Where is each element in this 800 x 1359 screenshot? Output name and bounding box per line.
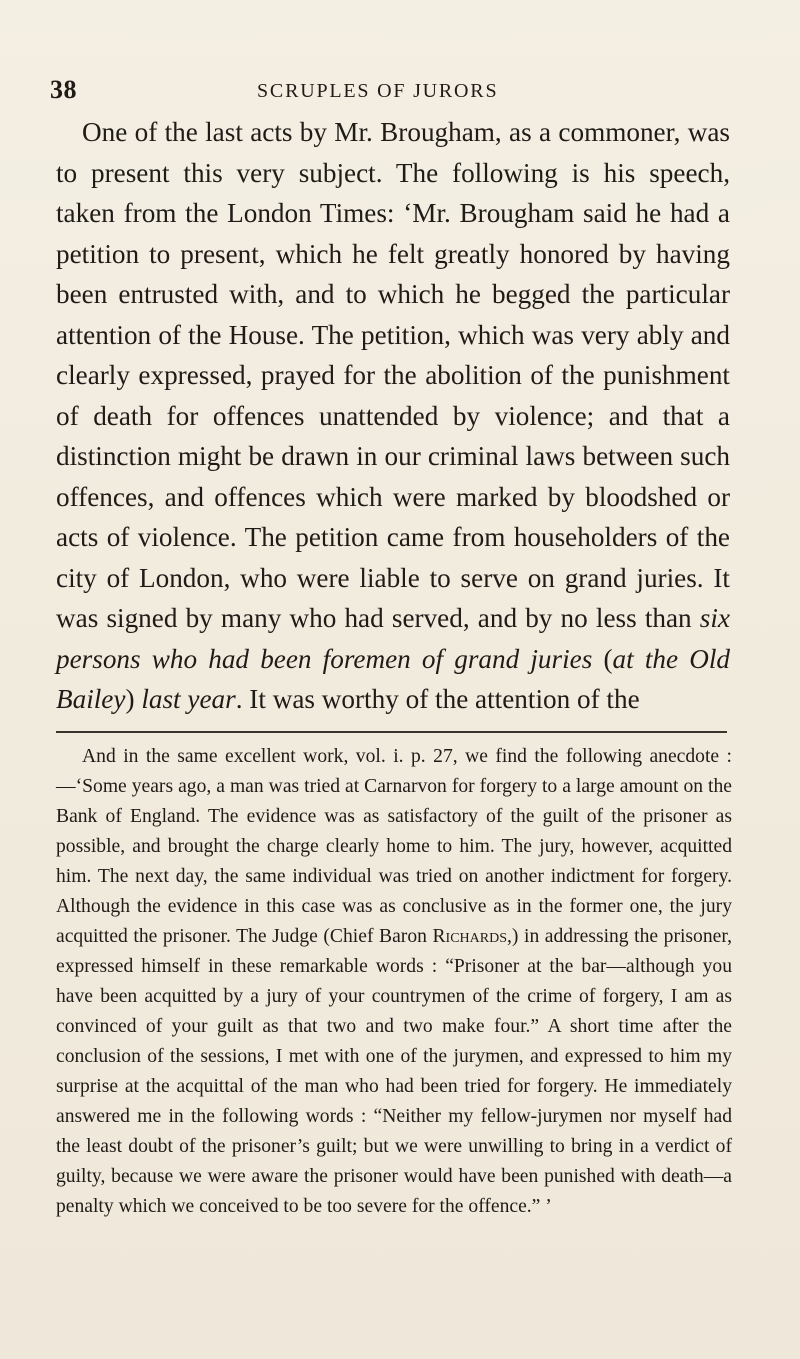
running-head: SCRUPLES OF JURORS xyxy=(257,80,499,102)
page-number: 38 xyxy=(50,75,77,104)
footnote-separator-rule xyxy=(56,731,727,733)
body-text-segment: ( xyxy=(592,643,613,674)
page-header xyxy=(50,75,750,107)
body-text-segment: ) xyxy=(125,684,142,714)
italic-phrase: at the Old Bailey xyxy=(56,643,731,714)
footnote-paragraph xyxy=(56,742,732,1222)
footnote-text-segment: And in the same excellent work, vol. i. p. 27, we find the following anecdote :—‘Some years ago, a man was tried at Carnarvon for forgery to a large amount on the Bank of England. The evidence was as satisfactory of the guilt of the prisoner as possible, and brought the charge clearly home to him. The jury, however, acquitted him. The next day, the same individual was tried on another indictment for forgery. Although the evidence in this case was as conclusive as in the former one, the jury acquitted the prisoner. The Judge (Chief Baron xyxy=(56,746,732,947)
small-caps-name: Richards xyxy=(432,926,508,947)
footnote xyxy=(56,742,732,1222)
footnote-text-segment: ,) in addressing the prisoner, expressed himself in these remarkable words : “Prisoner at the bar—although you have been acquitted by a jury of your countrymen of the crime of forgery, I am as convinced of your guilt as that two and two make four.” A short time after the conclusion of the sessions, I met with one of the jurymen, and expressed to him my surprise at the acquittal of the man who had been tried for forgery. He immediately answered me in the following words : “Neither my fellow-jurymen nor myself had the least doubt of the prisoner’s guilt; but we were unwilling to bring in a verdict of guilty, because we were aware the prisoner would have been punished with death—a penalty which we conceived to be too severe for the offence.” ’ xyxy=(56,926,732,1217)
body-text-segment: . It was worthy of the attention of the xyxy=(235,684,640,714)
body-text-segment: One of the last acts by Mr. Brougham, as a commoner, was to present this very subject. The following is his speech, taken from the London Times: ‘Mr. Brougham said he had a petition to present, which he felt greatly honored by having been entrusted with, and to which he begged the particular attention of the House. The petition, which was very ably and clearly expressed, prayed for the abolition of the punishment of death for offences unattended by violence; and that a distinction might be drawn in our criminal laws between such offences, and offences which were marked by bloodshed or acts of violence. The petition came from householders of the city of London, who were liable to serve on grand juries. It was signed by many who had served, and by no less than xyxy=(56,117,730,633)
main-body-text xyxy=(56,112,730,720)
italic-phrase: six persons who had been foremen of grand juries xyxy=(56,603,730,674)
italic-phrase: last year xyxy=(141,684,236,714)
body-paragraph xyxy=(56,112,730,720)
